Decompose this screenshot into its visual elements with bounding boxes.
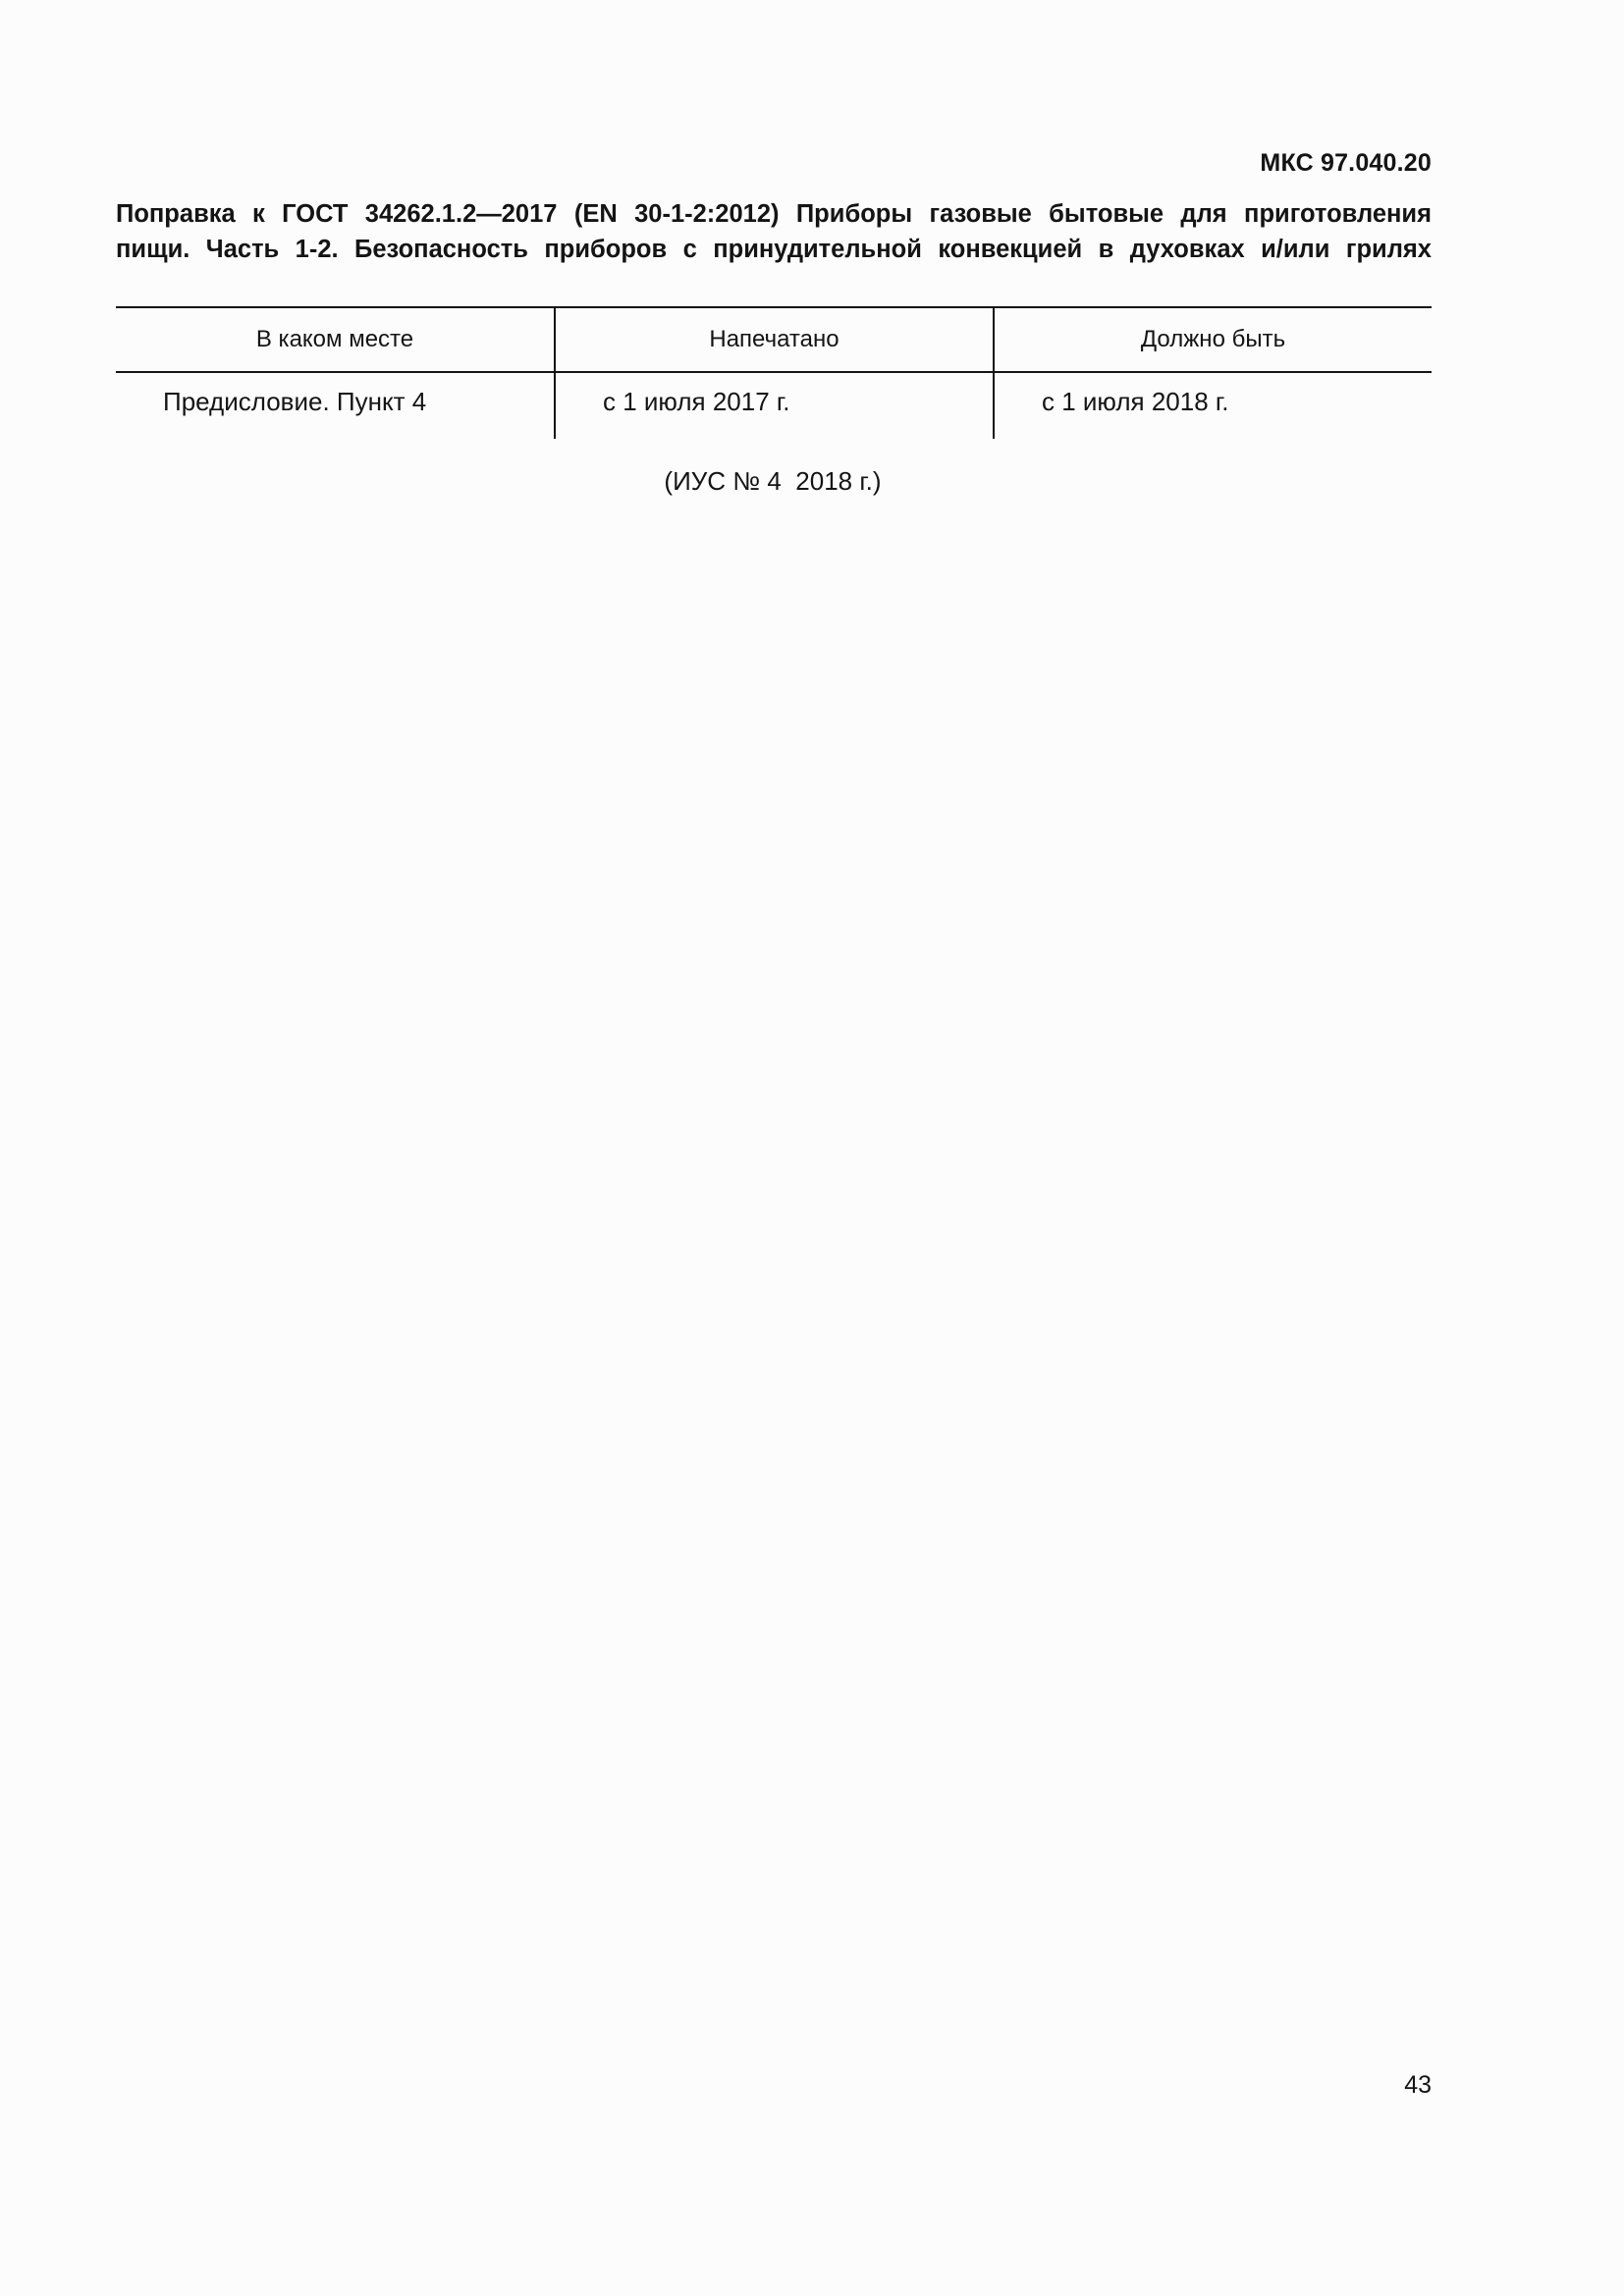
cell-printed: с 1 июля 2017 г. xyxy=(555,372,994,439)
source-reference: (ИУС № 4 2018 г.) xyxy=(664,466,882,496)
header-location: В каком месте xyxy=(116,307,555,372)
cell-location: Предисловие. Пункт 4 xyxy=(163,387,427,416)
amendment-title xyxy=(116,196,1432,267)
table-header-row xyxy=(116,307,1432,372)
header-printed: Напечатано xyxy=(555,307,994,372)
amendment-title-line-1: Поправка к ГОСТ 34262.1.2—2017 (EN 30-1-2:2012) Приборы газовые бытовые для приготовления xyxy=(116,200,1432,228)
amendment-title-line-2: пищи. Часть 1-2. Безопасность приборов с принудительной конвекцией в духовках и/или грилях xyxy=(116,236,1432,263)
page-number: 43 xyxy=(1404,2071,1432,2099)
header-should-be: Должно быть xyxy=(994,307,1432,372)
cell-should-be: с 1 июля 2018 г. xyxy=(994,372,1432,439)
amendment-table xyxy=(116,306,1432,439)
classification-code: МКС 97.040.20 xyxy=(1260,149,1432,177)
table-row xyxy=(116,372,1432,439)
